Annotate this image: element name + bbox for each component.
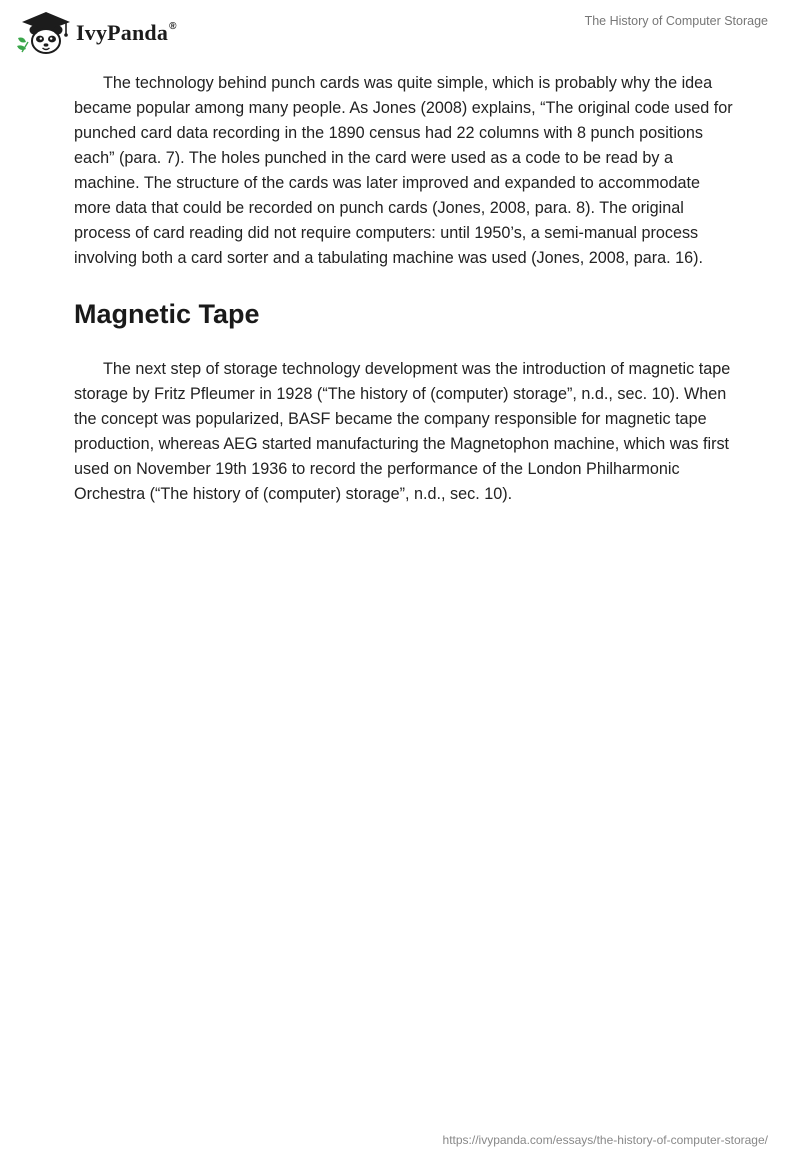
brand-name: IvyPanda® (76, 20, 177, 45)
document-title: The History of Computer Storage (584, 14, 768, 28)
registered-mark: ® (169, 20, 177, 32)
paragraph-punch-cards: The technology behind punch cards was quite simple, which is probably why the idea became popular among many people. As Jones (2008) explains, “The original code used for punched card data recording in the 1890 census had 22 columns with 8 punch positions each” (para. 7). The holes punched in the card were used as a code to be read by a machine. The structure of the cards was later improved and expanded to accommodate more data that could be recorded on punch cards (Jones, 2008, para. 8). The original process of card reading did not require computers: until 1950’s, a semi-manual process involving both a card sorter and a tabulating machine was used (Jones, 2008, para. 16). (74, 74, 733, 267)
section-heading-magnetic-tape: Magnetic Tape (74, 299, 260, 329)
essay-content (74, 71, 734, 507)
panda-graduation-cap-icon (14, 8, 72, 56)
ivypanda-logo[interactable] (14, 8, 177, 56)
source-url[interactable]: https://ivypanda.com/essays/the-history-of-computer-storage/ (442, 1133, 768, 1147)
paragraph-magnetic-tape: The next step of storage technology development was the introduction of magnetic tape storage by Fritz Pfleumer in 1928 (“The history of (computer) storage”, n.d., sec. 10). When the concept was popularized, BASF became the company responsible for magnetic tape production, whereas AEG started manufacturing the Magnetophon machine, which was first used on November 19th 1936 to record the performance of the London Philharmonic Orchestra (“The history of (computer) storage”, n.d., sec. 10). (74, 360, 731, 503)
page-header (0, 0, 800, 60)
